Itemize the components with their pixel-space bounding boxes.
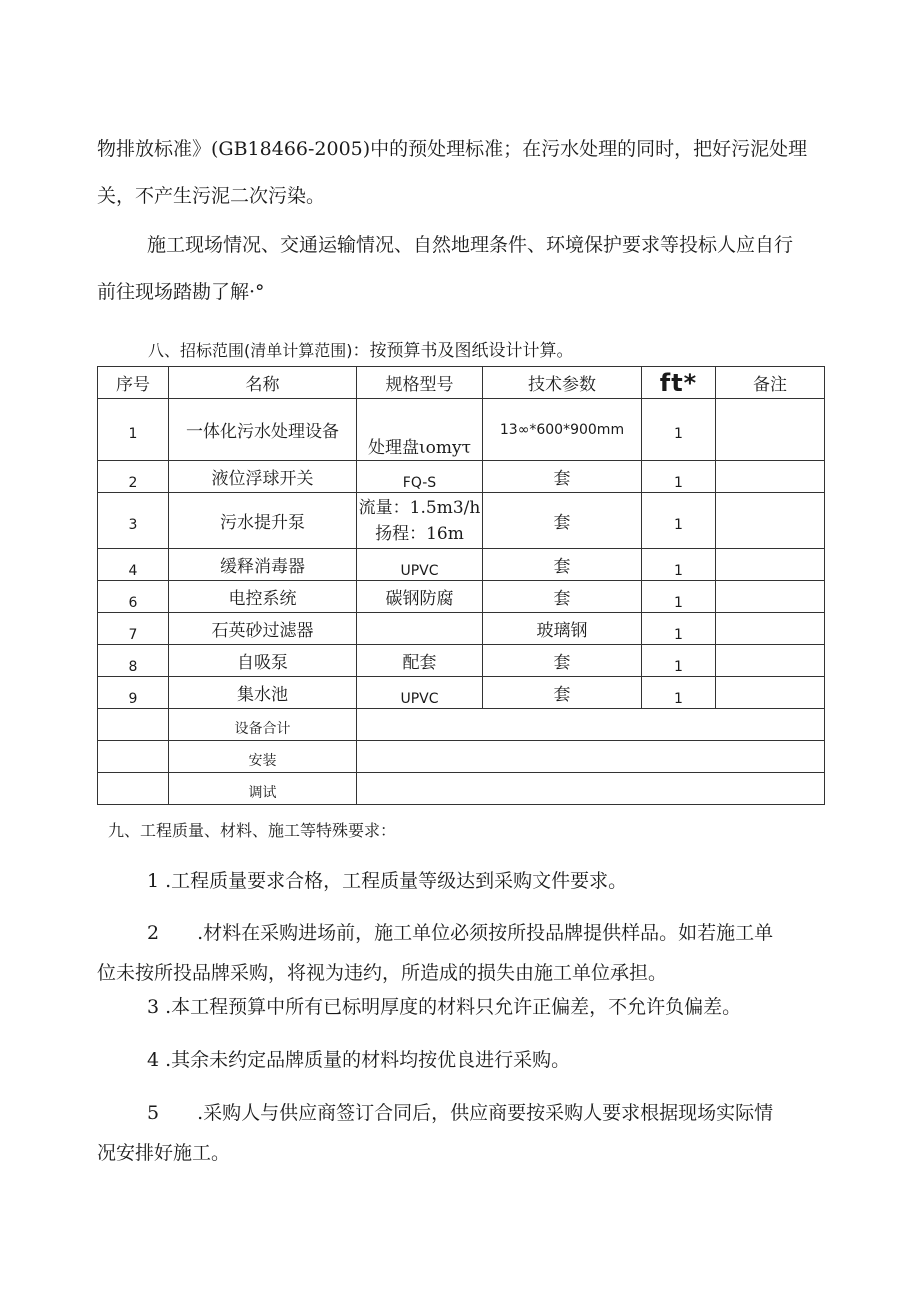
cell-serial: 3: [98, 493, 169, 549]
cell-name: 石英砂过滤器: [169, 613, 357, 645]
site-survey-line-1: 施工现场情况、交通运输情况、自然地理条件、环境保护要求等投标人应自行: [147, 234, 794, 256]
cell-note: [716, 645, 825, 677]
item-text-line-1: .采购人与供应商签订合同后，供应商要按采购人要求根据现场实际情: [197, 1102, 774, 1124]
cell-spec: 处理盘ιomyτ: [357, 399, 483, 461]
section-8-title: 八、招标范围(清单计算范围): [148, 341, 353, 360]
cell-param: 玻璃钢: [483, 613, 642, 645]
cell-spec: UPVC: [357, 677, 483, 709]
cell-spec: [357, 493, 483, 549]
cell-serial: 7: [98, 613, 169, 645]
equipment-table: [97, 366, 825, 805]
cell-param: 套: [483, 581, 642, 613]
item-text: .其余未约定品牌质量的材料均按优良进行采购。: [165, 1049, 571, 1071]
cell-param: 套: [483, 677, 642, 709]
cell-name: 污水提升泵: [169, 493, 357, 549]
table-row: [98, 645, 825, 677]
cell-quantity: 1: [642, 493, 716, 549]
cell-quantity: 1: [642, 581, 716, 613]
table-summary-row: [98, 709, 825, 741]
cell-name: 缓释消毒器: [169, 549, 357, 581]
site-survey-line-2: 前往现场踏勘了解·°: [97, 281, 265, 303]
table-row: [98, 581, 825, 613]
table-row: [98, 549, 825, 581]
cell-quantity: 1: [642, 645, 716, 677]
cell-quantity: 1: [642, 399, 716, 461]
cell-spec: 碳钢防腐: [357, 581, 483, 613]
table-row: [98, 399, 825, 461]
item-number: 5: [147, 1102, 160, 1124]
cell-serial: 9: [98, 677, 169, 709]
summary-equipment-total: 设备合计: [169, 709, 357, 741]
summary-installation: 安装: [169, 741, 357, 773]
header-serial: 序号: [98, 367, 169, 399]
header-quantity: ft*: [642, 367, 716, 399]
spec-flow: 流量：1.5m3∕h: [358, 497, 481, 518]
cell-param: 套: [483, 461, 642, 493]
header-name: 名称: [169, 367, 357, 399]
spec-head: 扬程：16m: [375, 523, 464, 544]
cell-name: 自吸泵: [169, 645, 357, 677]
requirement-item-2: [97, 913, 827, 993]
requirement-item-1: [97, 861, 827, 901]
requirement-item-3: [97, 987, 827, 1027]
item-text-line-1: .材料在采购进场前，施工单位必须按所投品牌提供样品。如若施工单: [197, 922, 774, 944]
cell-name: 集水池: [169, 677, 357, 709]
item-text-line-2: 位未按所投品牌采购，将视为违约，所造成的损失由施工单位承担。: [97, 962, 668, 984]
cell-note: [716, 461, 825, 493]
cell-note: [716, 581, 825, 613]
cell-param: 13∞*600*900mm: [483, 399, 642, 461]
cell-spec: FQ-S: [357, 461, 483, 493]
cell-serial: 6: [98, 581, 169, 613]
table-row: [98, 461, 825, 493]
cell-serial: 4: [98, 549, 169, 581]
table-header-row: [98, 367, 825, 399]
item-text: .本工程预算中所有已标明厚度的材料只允许正偏差，不允许负偏差。: [165, 996, 742, 1018]
table-row: [98, 677, 825, 709]
intro-paragraph: [97, 126, 827, 220]
site-survey-paragraph: [97, 222, 827, 316]
cell-serial: 1: [98, 399, 169, 461]
item-number: 3: [147, 996, 160, 1018]
cell-spec: [357, 613, 483, 645]
cell-param: 套: [483, 645, 642, 677]
summary-commissioning: 调试: [169, 773, 357, 805]
table-row: [98, 493, 825, 549]
intro-line-2: 关，不产生污泥二次污染。: [97, 185, 326, 207]
cell-empty: [98, 773, 169, 805]
table-row: [98, 613, 825, 645]
cell-note: [716, 399, 825, 461]
cell-name: 一体化污水处理设备: [169, 399, 357, 461]
header-note: 备注: [716, 367, 825, 399]
table-summary-row: [98, 773, 825, 805]
section-8-text: ：按预算书及图纸设计计算。: [352, 341, 574, 361]
intro-line-1: 物排放标准》(GB18466-2005)中的预处理标准；在污水处理的同时，把好污泥处理: [97, 138, 808, 160]
cell-quantity: 1: [642, 677, 716, 709]
requirement-item-4: [97, 1040, 827, 1080]
section-8-heading: [148, 336, 574, 361]
cell-spec: UPVC: [357, 549, 483, 581]
item-text-line-2: 况安排好施工。: [97, 1142, 231, 1164]
requirement-item-5: [97, 1093, 827, 1173]
cell-param: 套: [483, 549, 642, 581]
cell-quantity: 1: [642, 549, 716, 581]
cell-spec: 配套: [357, 645, 483, 677]
cell-serial: 2: [98, 461, 169, 493]
table-summary-row: [98, 741, 825, 773]
cell-quantity: 1: [642, 613, 716, 645]
header-spec: 规格型号: [357, 367, 483, 399]
item-number: 4: [147, 1049, 160, 1071]
section-9-heading: 九、工程质量、材料、施工等特殊要求：: [108, 821, 397, 840]
item-number: 2: [147, 922, 160, 944]
cell-empty: [98, 709, 169, 741]
header-param: 技术参数: [483, 367, 642, 399]
cell-empty: [98, 741, 169, 773]
cell-empty: [357, 709, 825, 741]
item-number: 1: [147, 870, 160, 892]
cell-quantity: 1: [642, 461, 716, 493]
cell-param: 套: [483, 493, 642, 549]
cell-note: [716, 613, 825, 645]
cell-name: 液位浮球开关: [169, 461, 357, 493]
item-text: .工程质量要求合格，工程质量等级达到采购文件要求。: [165, 870, 628, 892]
cell-name: 电控系统: [169, 581, 357, 613]
cell-serial: 8: [98, 645, 169, 677]
cell-empty: [357, 773, 825, 805]
cell-note: [716, 677, 825, 709]
cell-note: [716, 549, 825, 581]
cell-empty: [357, 741, 825, 773]
cell-note: [716, 493, 825, 549]
